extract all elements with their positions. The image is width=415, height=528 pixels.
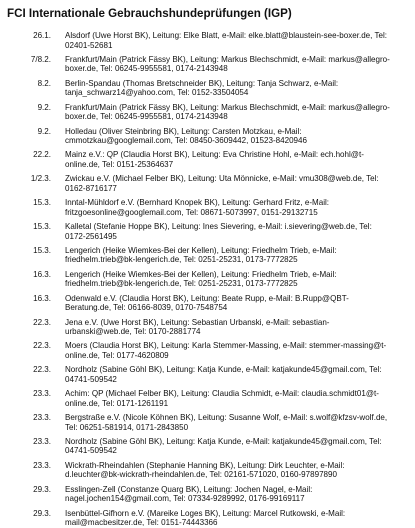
- event-detail-line: friedhelm.trieb@bk-lengerich.de, Tel: 0251-25231, 0173-7772825: [65, 279, 298, 289]
- event-details: [65, 485, 407, 504]
- event-date: 22.3.: [33, 365, 51, 375]
- event-detail-line: Wickrath-Rheindahlen (Stephanie Hanning BK), Leitung: Dirk Leuchter, e-Mail:: [65, 460, 345, 470]
- event-detail-line: d.leuchter@bk-wickrath-rheindahlen.de, Tel: 02161-571020, 0160-97897890: [65, 470, 337, 480]
- event-detail-line: urbanski@web.de, Tel: 0170-2881774: [65, 327, 201, 337]
- event-date: 15.3.: [33, 222, 51, 231]
- event-detail-line: Kalletal (Stefanie Hoppe BK), Leitung: Ines Sievering, e-Mail: i.sievering@web.de, Tel:: [65, 222, 372, 231]
- event-date: 16.3.: [33, 293, 51, 303]
- event-detail-line: fritzgoesonline@googlemail.com, Tel: 08671-5073997, 0151-29132715: [65, 207, 318, 217]
- event-entry: [7, 485, 407, 504]
- event-entry: [7, 127, 407, 146]
- event-detail-line: boxer.de, Tel: 06245-9955581, 0174-2143948: [65, 64, 228, 74]
- event-details: [65, 150, 407, 169]
- event-entry: [7, 389, 407, 408]
- event-entry: [7, 103, 407, 122]
- event-detail-line: friedhelm.trieb@bk-lengerich.de, Tel: 0251-25231, 0173-7772825: [65, 255, 298, 265]
- event-details: [65, 318, 407, 337]
- event-detail-line: Bergstraße e.V. (Nicole Köhnen BK), Leitung: Susanne Wolf, e-Mail: s.wolf@kfzsv-wolf.de,: [65, 413, 388, 422]
- event-date: 15.3.: [33, 198, 51, 208]
- event-date: 22.2.: [33, 150, 51, 160]
- event-detail-line: Beratung.de, Tel: 06166-8039, 0170-7548754: [65, 303, 228, 313]
- event-date: 9.2.: [37, 126, 51, 136]
- event-detail-line: Frankfurt/Main (Patrick Fässy BK), Leitung: Markus Blechschmidt, e-Mail: markus@allegro-: [65, 54, 390, 64]
- event-details: [65, 461, 407, 480]
- event-detail-line: tanja_schwarz14@yahoo.com, Tel: 0152-33504054: [65, 88, 249, 98]
- event-detail-line: nagel.jochen154@gmail.com, Tel: 07334-9289992, 0176-99169117: [65, 494, 305, 504]
- event-date: 8.2.: [37, 78, 51, 88]
- event-details: [65, 294, 407, 313]
- event-date: 15.3.: [33, 245, 51, 255]
- event-detail-line: Zwickau e.V. (Michael Felber BK), Leitung: Uta Mönnicke, e-Mail: vmu308@web.de, Tel:: [65, 174, 379, 184]
- event-date: 22.3.: [33, 317, 51, 327]
- event-entry: [7, 55, 407, 74]
- event-date: 23.3.: [33, 460, 51, 470]
- event-detail-line: online.de, Tel: 0177-4620809: [65, 350, 169, 360]
- event-detail-line: Berlin-Spandau (Thomas Bretschneider BK), Leitung: Tanja Schwarz, e-Mail:: [65, 78, 339, 88]
- event-entry: [7, 270, 407, 289]
- event-details: [65, 79, 407, 98]
- event-detail-line: mail@macbesitzer.de, Tel: 0151-74443366: [65, 518, 218, 528]
- event-date: 1/2.3.: [30, 174, 51, 184]
- event-details: [65, 222, 407, 241]
- event-details: [65, 246, 407, 265]
- event-entry: [7, 341, 407, 360]
- event-entry: [7, 246, 407, 265]
- event-detail-line: boxer.de, Tel: 06245-9955581, 0174-2143948: [65, 112, 228, 122]
- event-detail-line: Odenwald e.V. (Claudia Horst BK), Leitung: Beate Rupp, e-Mail: B.Rupp@QBT-: [65, 293, 349, 303]
- event-details: [65, 174, 407, 193]
- event-date: 29.3.: [33, 508, 51, 518]
- event-date: 7/8.2.: [30, 54, 51, 64]
- event-detail-line: Lengerich (Heike Wiemkes-Bei der Kellen), Leitung: Friedhelm Trieb, e-Mail:: [65, 269, 337, 279]
- event-entry: [7, 222, 407, 241]
- event-detail-line: cmmotzkau@googlemail.com, Tel: 08450-3609442, 01523-8420946: [65, 136, 307, 146]
- event-entry: [7, 150, 407, 169]
- event-details: [65, 127, 407, 146]
- event-date: 23.3.: [33, 389, 51, 399]
- event-detail-line: Moers (Claudia Horst BK), Leitung: Karla Stemmer-Massing, e-Mail: stemmer-massing@t-: [65, 341, 387, 351]
- event-detail-line: Jena e.V. (Uwe Horst BK), Leitung: Sebastian Urbanski, e-Mail: sebastian-: [65, 317, 330, 327]
- event-entry: [7, 461, 407, 480]
- event-list: [7, 31, 407, 528]
- event-detail-line: Inntal-Mühldorf e.V. (Bernhard Knopek BK), Leitung: Gerhard Fritz, e-Mail:: [65, 198, 330, 208]
- event-details: [65, 270, 407, 289]
- event-detail-line: online.de, Tel: 0151-25364637: [65, 159, 174, 169]
- event-details: [65, 437, 407, 456]
- event-detail-line: Mainz e.V.: QP (Claudia Horst BK), Leitung: Eva Christine Hohl, e-Mail: ech.hohl@t-: [65, 150, 364, 160]
- event-entry: [7, 31, 407, 50]
- event-detail-line: Isenbüttel-Gifhorn e.V. (Mareike Loges BK), Leitung: Marcel Rutkowski, e-Mail:: [65, 508, 346, 518]
- event-detail-line: online.de, Tel: 0171-1261191: [65, 398, 169, 408]
- event-details: [65, 55, 407, 74]
- event-entry: [7, 294, 407, 313]
- event-detail-line: Frankfurt/Main (Patrick Fässy BK), Leitung: Markus Blechschmidt, e-Mail: markus@allegro-: [65, 102, 390, 112]
- event-entry: [7, 437, 407, 456]
- event-entry: [7, 509, 407, 528]
- event-detail-line: Lengerich (Heike Wiemkes-Bei der Kellen), Leitung: Friedhelm Trieb, e-Mail:: [65, 245, 337, 255]
- event-date: 23.3.: [33, 436, 51, 446]
- event-details: [65, 389, 407, 408]
- event-date: 23.3.: [33, 413, 51, 422]
- event-detail-line: Esslingen-Zell (Constanze Quarg BK), Leitung: Jochen Nagel, e-Mail:: [65, 484, 313, 494]
- event-entry: [7, 365, 407, 384]
- event-entry: [7, 79, 407, 98]
- event-date: 29.3.: [33, 484, 51, 494]
- event-details: [65, 103, 407, 122]
- event-details: [65, 198, 407, 217]
- event-detail-line: Achim: QP (Michael Felber BK), Leitung: Claudia Schmidt, e-Mail: claudia.schmidt01@t-: [65, 389, 379, 399]
- event-detail-line: Holledau (Oliver Steinbring BK), Leitung: Carsten Motzkau, e-Mail:: [65, 126, 302, 136]
- event-date: 16.3.: [33, 269, 51, 279]
- event-detail-line: 04741-509542: [65, 446, 117, 456]
- event-details: [65, 413, 407, 432]
- event-entry: [7, 318, 407, 337]
- event-detail-line: Nordholz (Sabine Göhl BK), Leitung: Katja Kunde, e-Mail: katjakunde45@gmail.com, Tel:: [65, 436, 382, 446]
- event-detail-line: 02401-52681: [65, 40, 113, 50]
- event-detail-line: Nordholz (Sabine Göhl BK), Leitung: Katja Kunde, e-Mail: katjakunde45@gmail.com, Tel:: [65, 365, 382, 375]
- event-detail-line: Tel: 06251-581914, 0171-2843850: [65, 422, 189, 432]
- event-detail-line: 0162-8716177: [65, 183, 117, 193]
- event-date: 22.3.: [33, 341, 51, 351]
- event-details: [65, 509, 407, 528]
- event-details: [65, 31, 407, 50]
- event-entry: [7, 174, 407, 193]
- event-entry: [7, 413, 407, 432]
- event-date: 9.2.: [37, 102, 51, 112]
- event-detail-line: Alsdorf (Uwe Horst BK), Leitung: Elke Blatt, e-Mail: elke.blatt@blaustein-see-boxer.de, Tel:: [65, 31, 387, 40]
- page-title: FCI Internationale Gebrauchshundeprüfungen (IGP): [7, 7, 292, 20]
- event-entry: [7, 198, 407, 217]
- event-details: [65, 365, 407, 384]
- event-date: 26.1.: [33, 31, 51, 40]
- event-detail-line: 0172-2561495: [65, 231, 117, 241]
- event-details: [65, 341, 407, 360]
- event-detail-line: 04741-509542: [65, 374, 117, 384]
